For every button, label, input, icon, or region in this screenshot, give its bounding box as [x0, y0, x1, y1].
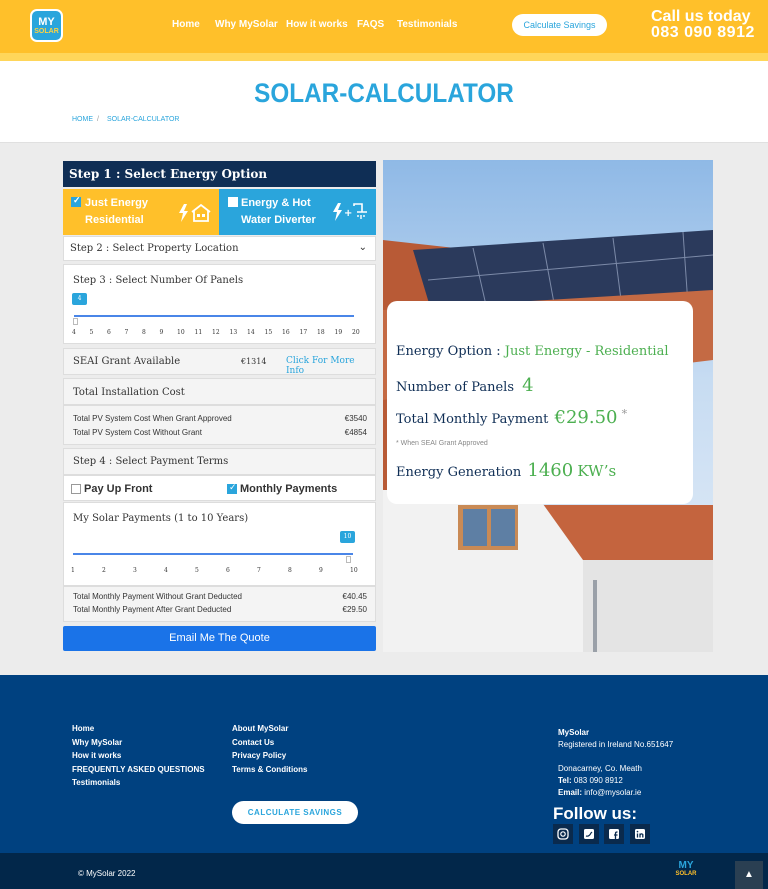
slider-tick-label: 7: [257, 567, 261, 574]
footer-links-col2: [232, 722, 307, 776]
page-title-area: [0, 61, 768, 143]
footer-link-home[interactable]: Home: [72, 724, 95, 733]
slider-tick-label: 4: [164, 567, 168, 574]
slider-tick-label: 11: [194, 329, 203, 336]
summary-payment-row: [396, 407, 627, 428]
slider-tick-label: 19: [334, 329, 343, 336]
slider-tick-label: 14: [247, 329, 255, 336]
slider-tick-label: 8: [288, 567, 292, 574]
footer-registered: Registered in Ireland No.651647: [558, 740, 674, 749]
footer-links-col1: [72, 722, 205, 790]
slider-tick-label: 8: [142, 329, 146, 336]
footer-link-about[interactable]: About MySolar: [232, 724, 289, 733]
summary-payment-star: *: [621, 407, 628, 421]
footer-address: Donacarney, Co. Meath: [558, 764, 642, 773]
summary-payment-label: Total Monthly Payment: [396, 412, 549, 427]
panels-slider-value: 4: [72, 293, 87, 305]
slider-tick-label: 4: [72, 329, 76, 336]
monthly-without-value: €40.45: [342, 592, 367, 601]
panels-slider-track[interactable]: [74, 315, 354, 317]
slider-tick-label: 5: [195, 567, 199, 574]
footer-tel-label: Tel:: [558, 776, 572, 785]
bolt-shower-icon: [332, 202, 368, 224]
installation-cost-rows: [63, 405, 376, 445]
slider-tick-label: 10: [177, 329, 185, 336]
footer-company-name: MySolar: [558, 728, 590, 737]
monthly-after-value: €29.50: [342, 605, 367, 614]
step3-label: Step 3 : Select Number Of Panels: [73, 275, 244, 286]
slider-tick-label: 5: [89, 329, 94, 336]
nav-faqs[interactable]: FAQS: [357, 19, 385, 30]
just-energy-checkbox[interactable]: [71, 197, 81, 207]
quote-summary-card: [387, 301, 693, 504]
footer-calculate-savings-button[interactable]: CALCULATE SAVINGS: [232, 801, 358, 824]
installation-title: Total Installation Cost: [73, 387, 185, 398]
slider-tick-label: 6: [226, 567, 230, 574]
slider-tick-label: 1: [71, 567, 75, 574]
option-hot-water[interactable]: [219, 189, 376, 235]
hot-water-checkbox[interactable]: [228, 197, 238, 207]
summary-panels-label: Number of Panels: [396, 380, 515, 395]
footer-link-why[interactable]: Why MySolar: [72, 737, 123, 747]
slider-tick-label: 9: [319, 567, 323, 574]
option1-line2: Residential: [85, 214, 144, 226]
step4-header: [63, 448, 376, 475]
summary-panels-value: 4: [522, 375, 534, 396]
slider-tick-label: 7: [124, 329, 129, 336]
chevron-down-icon: ⌄: [358, 242, 367, 253]
site-header: [0, 0, 768, 53]
summary-panels-row: [396, 375, 534, 396]
slider-tick-label: 6: [107, 329, 111, 336]
summary-generation-label: Energy Generation: [396, 465, 522, 480]
property-location-select[interactable]: [63, 236, 376, 261]
call-label: Call us today: [651, 8, 751, 25]
summary-grant-note: * When SEAI Grant Approved: [396, 440, 488, 447]
payments-title: My Solar Payments (1 to 10 Years): [73, 513, 249, 524]
nav-how-it-works[interactable]: How it works: [286, 19, 348, 30]
cost-without-grant-value: €4854: [344, 428, 367, 437]
years-slider-handle[interactable]: [346, 556, 351, 563]
breadcrumb-separator: /: [97, 116, 99, 123]
cost-without-grant-label: Total PV System Cost Without Grant: [73, 428, 202, 437]
option1-line1: Just Energy: [85, 197, 148, 209]
summary-payment-value: €29.50: [554, 407, 618, 428]
chevron-up-icon: ▲: [744, 869, 754, 880]
monthly-payment-rows: [63, 586, 376, 622]
payment-years-section: [63, 502, 376, 586]
nav-why-mysolar[interactable]: Why MySolar: [215, 19, 278, 30]
payment-terms: [63, 475, 376, 501]
slider-tick-label: 2: [102, 567, 106, 574]
summary-option-row: [396, 344, 669, 359]
linkedin-icon[interactable]: [630, 824, 650, 844]
footer-email[interactable]: info@mysolar.ie: [584, 788, 642, 797]
grant-label: SEAI Grant Available: [73, 356, 181, 367]
svg-text:+: +: [344, 208, 353, 219]
step4-label: Step 4 : Select Payment Terms: [73, 456, 229, 467]
option2-line2: Water Diverter: [241, 214, 316, 226]
page-title: SOLAR-CALCULATOR: [254, 78, 514, 108]
logo-text-bottom: SOLAR: [34, 28, 59, 35]
summary-generation-value: 1460: [527, 460, 574, 481]
nav-home[interactable]: Home: [172, 19, 200, 30]
grant-row: [63, 348, 376, 375]
copyright: © MySolar 2022: [78, 869, 136, 878]
slider-tick-label: 16: [282, 329, 290, 336]
call-us[interactable]: [651, 9, 755, 41]
slider-tick-label: 15: [264, 329, 273, 336]
bolt-house-icon: [178, 203, 214, 223]
footer-logo-top: MY: [678, 860, 694, 871]
slider-tick-label: 13: [229, 329, 238, 336]
follow-us-label: Follow us:: [553, 804, 638, 823]
logo-text-top: MY: [38, 16, 55, 28]
pay-upfront-checkbox[interactable]: [71, 484, 81, 494]
slider-tick-label: 20: [352, 329, 360, 336]
footer-link-contact[interactable]: Contact Us: [232, 737, 275, 747]
slider-tick-label: 3: [133, 567, 137, 574]
footer-link-privacy[interactable]: Privacy Policy: [232, 751, 287, 760]
footer-logo-bottom: SOLAR: [675, 871, 697, 877]
email-quote-button[interactable]: Email Me The Quote: [63, 626, 376, 651]
instagram-icon[interactable]: [553, 824, 573, 844]
step2-label: Step 2 : Select Property Location: [70, 243, 239, 254]
footer-company-info: [558, 727, 673, 799]
monthly-after-label: Total Monthly Payment After Grant Deducted: [73, 605, 232, 614]
slider-tick-label: 9: [159, 329, 164, 336]
panels-section: [63, 264, 376, 344]
summary-generation-row: [396, 460, 616, 481]
cost-with-grant-label: Total PV System Cost When Grant Approved: [73, 414, 232, 423]
footer-logo[interactable]: [675, 861, 697, 881]
panels-slider-handle[interactable]: [73, 318, 78, 325]
years-slider-value: 10: [340, 531, 355, 543]
facebook-icon[interactable]: [604, 824, 624, 844]
years-slider-track[interactable]: [73, 553, 353, 555]
installation-cost-header: [63, 378, 376, 405]
slider-tick-label: 18: [317, 329, 325, 336]
footer-link-faq[interactable]: FREQUENTLY ASKED QUESTIONS: [72, 764, 205, 774]
summary-option-label: Energy Option :: [396, 344, 501, 359]
slider-tick-label: 17: [299, 329, 308, 336]
breadcrumb-current: SOLAR-CALCULATOR: [107, 116, 180, 123]
monthly-payments-label[interactable]: Monthly Payments: [240, 483, 338, 495]
option-just-energy[interactable]: [63, 189, 219, 235]
option2-line1: Energy & Hot: [241, 197, 311, 209]
footer-email-label: Email:: [558, 788, 583, 797]
twitter-icon[interactable]: [579, 824, 599, 844]
grant-more-info-link[interactable]: Click For More Info: [286, 356, 355, 376]
mysolar-logo[interactable]: [30, 9, 63, 42]
scroll-to-top-button[interactable]: [735, 861, 763, 889]
cost-with-grant-value: €3540: [344, 414, 367, 423]
footer-link-terms[interactable]: Terms & Conditions: [232, 764, 308, 774]
nav-testimonials[interactable]: Testimonials: [397, 19, 458, 30]
calculate-savings-button[interactable]: Calculate Savings: [512, 14, 607, 36]
footer-link-how[interactable]: How it works: [72, 751, 122, 760]
slider-tick-label: 12: [212, 329, 220, 336]
footer-tel[interactable]: 083 090 8912: [573, 776, 623, 785]
slider-tick-label: 10: [350, 567, 358, 574]
summary-option-value: Just Energy - Residential: [504, 344, 669, 359]
summary-generation-unit: KW’s: [577, 462, 617, 480]
pay-upfront-label[interactable]: Pay Up Front: [84, 483, 153, 495]
monthly-without-label: Total Monthly Payment Without Grant Deducted: [73, 592, 242, 601]
monthly-payments-checkbox[interactable]: [227, 484, 237, 494]
call-number: 083 090 8912: [651, 24, 755, 41]
grant-value: €1314: [241, 357, 267, 366]
breadcrumb-home[interactable]: HOME: [72, 116, 93, 123]
footer-link-testimonials[interactable]: Testimonials: [72, 778, 121, 787]
header-strip: [0, 53, 768, 61]
step1-header: Step 1 : Select Energy Option: [63, 161, 376, 187]
